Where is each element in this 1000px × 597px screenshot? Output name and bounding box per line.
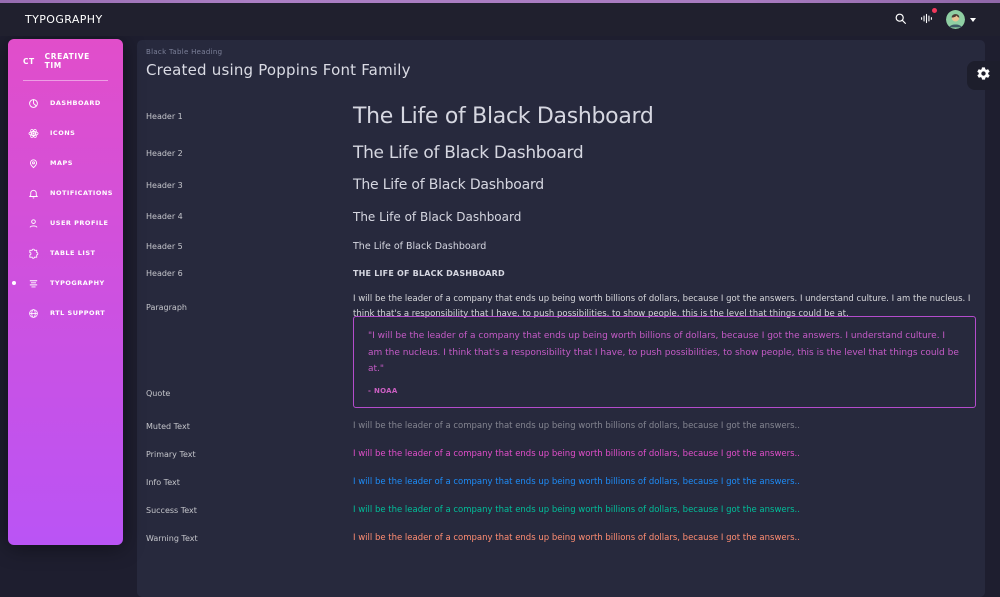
row-label: Primary Text (146, 449, 196, 459)
brand-mini: CT (23, 56, 35, 66)
row-label: Header 2 (146, 148, 183, 158)
sidebar-item-user-profile[interactable] (8, 208, 123, 238)
sidebar-divider (23, 80, 108, 81)
sidebar (8, 39, 123, 545)
card-title: Created using Poppins Font Family (146, 61, 411, 79)
sidebar-item-label: RTL SUPPORT (50, 309, 106, 317)
success-text-sample: I will be the leader of a company that ends up being worth billions of dollars, because I got the answers.. (353, 505, 800, 515)
info-text-sample: I will be the leader of a company that ends up being worth billions of dollars, because I got the answers.. (353, 477, 800, 487)
sidebar-item-notifications[interactable] (8, 178, 123, 208)
table-row-muted-text (146, 412, 976, 440)
navbar-actions (894, 10, 976, 29)
table-row-header3 (146, 169, 976, 201)
table-row-quote (146, 328, 976, 412)
header6-sample: THE LIFE OF BLACK DASHBOARD (353, 268, 505, 278)
sidebar-item-label: TYPOGRAPHY (50, 279, 105, 287)
row-label: Warning Text (146, 533, 198, 543)
header3-sample: The Life of Black Dashboard (353, 177, 544, 193)
warning-text-sample: I will be the leader of a company that ends up being worth billions of dollars, because I got the answers.. (353, 533, 800, 543)
sidebar-item-label: TABLE LIST (50, 249, 96, 257)
chart-pie-icon (28, 94, 39, 113)
avatar (946, 10, 965, 29)
table-row-primary-text (146, 440, 976, 468)
row-label: Paragraph (146, 302, 187, 312)
bell-icon (28, 184, 39, 203)
page-title: TYPOGRAPHY (25, 13, 103, 26)
sidebar-item-typography[interactable] (8, 268, 123, 298)
header1-sample: The Life of Black Dashboard (353, 103, 654, 129)
row-label: Header 6 (146, 268, 183, 278)
globe-icon (28, 304, 39, 323)
paragraph-sample: I will be the leader of a company that ends up being worth billions of dollars, because I got the answers. I understand culture. I am the nucleus. I think that's a responsibility that I have, to push possibilities, to show people, this is the level that things could be at. (353, 293, 971, 319)
row-label: Header 4 (146, 212, 183, 221)
header5-sample: The Life of Black Dashboard (353, 240, 487, 252)
sound-wave-icon (920, 10, 933, 29)
row-label: Success Text (146, 505, 197, 515)
align-center-icon (28, 274, 39, 293)
table-row-header6 (146, 260, 976, 286)
row-label: Info Text (146, 477, 180, 487)
sidebar-item-label: USER PROFILE (50, 219, 109, 227)
row-label: Header 3 (146, 180, 183, 190)
card-category: Black Table Heading (146, 48, 223, 56)
caret-down-icon (970, 18, 976, 22)
window-top-strip (0, 0, 1000, 3)
row-label: Header 1 (146, 111, 183, 121)
brand-name: CREATIVE TIM (44, 52, 90, 70)
top-navbar (0, 3, 1000, 36)
primary-text-sample: I will be the leader of a company that ends up being worth billions of dollars, because I got the answers.. (353, 449, 800, 459)
muted-text-sample: I will be the leader of a company that ends up being worth billions of dollars, because I got the answers.. (353, 421, 800, 431)
notifications-button[interactable] (920, 10, 933, 29)
table-row-header2 (146, 137, 976, 169)
table-row-warning-text (146, 524, 976, 552)
gear-icon (976, 66, 991, 85)
sidebar-item-label: ICONS (50, 129, 76, 137)
quote-text: "I will be the leader of a company that ends up being worth billions of dollars, because I got the answers. I understand culture. I am the nucleus. I think that's a responsibility that I have, to push possibilities, to show people, this is the level that things could be at." (368, 331, 959, 375)
row-label: Quote (146, 389, 171, 398)
sidebar-item-icons[interactable] (8, 118, 123, 148)
puzzle-icon (28, 244, 39, 263)
row-label: Header 5 (146, 241, 183, 251)
table-row-header5 (146, 232, 976, 260)
table-row-header1 (146, 95, 976, 137)
atom-icon (28, 124, 39, 143)
sidebar-item-label: DASHBOARD (50, 99, 101, 107)
quote-footer: - NOAA (368, 387, 398, 395)
blockquote (353, 316, 976, 408)
table-row-success-text (146, 496, 976, 524)
row-label: Muted Text (146, 421, 190, 431)
sidebar-item-rtl-support[interactable] (8, 298, 123, 328)
user-icon (28, 214, 39, 233)
sidebar-item-label: MAPS (50, 159, 73, 167)
search-button[interactable] (894, 10, 907, 29)
header2-sample: The Life of Black Dashboard (353, 143, 584, 163)
pin-icon (28, 154, 39, 173)
brand[interactable] (8, 39, 123, 79)
header4-sample: The Life of Black Dashboard (353, 209, 522, 224)
search-icon (894, 10, 907, 29)
sidebar-item-maps[interactable] (8, 148, 123, 178)
user-menu[interactable] (946, 10, 976, 29)
sidebar-item-label: NOTIFICATIONS (50, 189, 113, 197)
table-row-header4 (146, 201, 976, 232)
typography-card (137, 40, 985, 597)
notification-dot (932, 8, 937, 13)
table-row-info-text (146, 468, 976, 496)
active-item-dot (12, 281, 16, 285)
sidebar-item-table-list[interactable] (8, 238, 123, 268)
settings-button[interactable] (967, 61, 1000, 90)
sidebar-item-dashboard[interactable] (8, 88, 123, 118)
typography-table (146, 95, 976, 552)
